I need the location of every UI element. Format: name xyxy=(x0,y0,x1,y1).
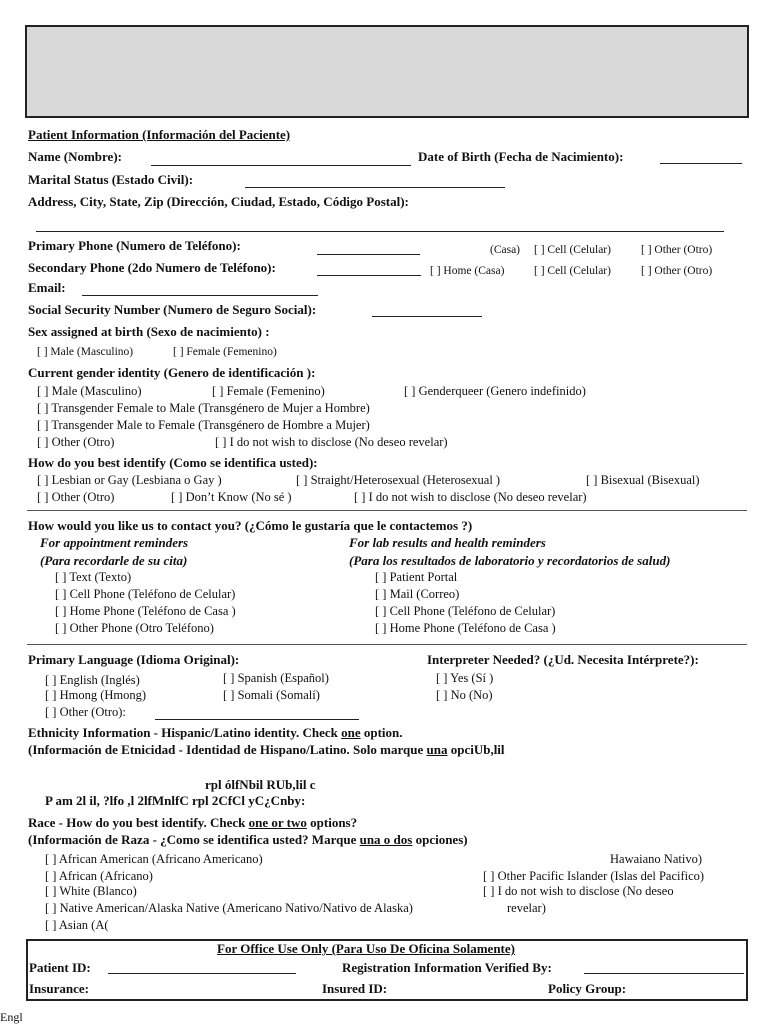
lab-reminders-subtitle: (Para los resultados de laboratorio y recordatorios de salud) xyxy=(349,553,671,568)
interpreter-no-option[interactable]: [ ] No (No) xyxy=(436,688,493,702)
patient-id-field[interactable] xyxy=(108,973,296,974)
language-heading: Primary Language (Idioma Original): xyxy=(28,652,240,667)
policy-group-label: Policy Group: xyxy=(548,981,627,996)
sex-female-option[interactable]: [ ] Female (Femenino) xyxy=(173,346,277,358)
race-heading: Race - How do you best identify. Check one or two options? xyxy=(28,815,358,830)
language-hmong-option[interactable]: [ ] Hmong (Hmong) xyxy=(45,688,147,702)
gender-trans-ftm-option[interactable]: [ ] Transgender Female to Male (Transgénero de Mujer a Hombre) xyxy=(37,401,370,415)
address-field[interactable] xyxy=(36,231,724,232)
orientation-straight-option[interactable]: [ ] Straight/Heterosexual (Heterosexual ) xyxy=(296,473,501,487)
ethnicity-garbled-text-1: rpl ólfNbil RUb,lil c xyxy=(205,777,316,792)
race-white-option[interactable]: [ ] White (Blanco) xyxy=(45,884,137,898)
footer-text: Engl xyxy=(0,1010,23,1024)
section-divider xyxy=(27,644,747,645)
appt-option-home[interactable]: [ ] Home Phone (Teléfono de Casa ) xyxy=(55,604,236,618)
race-no-disclose-cont: revelar) xyxy=(507,901,546,915)
insured-id-label: Insured ID: xyxy=(322,981,388,996)
language-english-option[interactable]: [ ] English (Inglés) xyxy=(45,673,140,687)
registration-verified-field[interactable] xyxy=(584,973,744,974)
appt-option-other[interactable]: [ ] Other Phone (Otro Teléfono) xyxy=(55,621,214,635)
patient-id-label: Patient ID: xyxy=(29,960,91,975)
address-label: Address, City, State, Zip (Dirección, Ciudad, Estado, Código Postal): xyxy=(28,194,409,209)
primary-phone-casa: (Casa) xyxy=(490,244,521,256)
language-somali-option[interactable]: [ ] Somali (Somalí) xyxy=(223,688,320,702)
orientation-no-disclose-option[interactable]: [ ] I do not wish to disclose (No deseo revelar) xyxy=(354,490,587,504)
sex-male-option[interactable]: [ ] Male (Masculino) xyxy=(37,346,134,358)
language-other-field[interactable] xyxy=(155,719,359,720)
name-label: Name (Nombre): xyxy=(28,149,122,164)
appt-reminders-subtitle: (Para recordarle de su cita) xyxy=(40,553,188,568)
lab-reminders-title: For lab results and health reminders xyxy=(349,535,546,550)
race-no-disclose-option[interactable]: [ ] I do not wish to disclose (No deseo xyxy=(483,884,674,898)
secondary-phone-other-option[interactable]: [ ] Other (Otro) xyxy=(641,265,713,277)
secondary-phone-home-option[interactable]: [ ] Home (Casa) xyxy=(430,265,505,277)
gender-male-option[interactable]: [ ] Male (Masculino) xyxy=(37,384,142,398)
primary-phone-field[interactable] xyxy=(317,254,420,255)
primary-phone-cell-option[interactable]: [ ] Cell (Celular) xyxy=(534,244,611,256)
interpreter-yes-option[interactable]: [ ] Yes (Sí ) xyxy=(436,671,494,685)
lab-option-portal[interactable]: [ ] Patient Portal xyxy=(375,570,458,584)
ethnicity-garbled-text-2: P am 2l il, ?lfo ,l 2lfMnlfC rpl 2CfCl yC¿Cnby: xyxy=(45,793,306,808)
race-heading-es: (Información de Raza - ¿Como se identifica usted? Marque una o dos opciones) xyxy=(28,832,468,847)
secondary-phone-field[interactable] xyxy=(317,275,421,276)
gender-heading: Current gender identity (Genero de identificación ): xyxy=(28,365,316,380)
email-label: Email: xyxy=(28,280,66,295)
marital-status-field[interactable] xyxy=(245,187,505,188)
lab-option-cell[interactable]: [ ] Cell Phone (Teléfono de Celular) xyxy=(375,604,556,618)
race-asian-option[interactable]: [ ] Asian (A( xyxy=(45,918,109,932)
contact-heading: How would you like us to contact you? (¿Cómo le gustaría que le contactemos ?) xyxy=(28,518,473,533)
insurance-label: Insurance: xyxy=(29,981,89,996)
ethnicity-heading-es: (Información de Etnicidad - Identidad de Hispano/Latino. Solo marque una opciUb,lil xyxy=(28,742,505,757)
email-field[interactable] xyxy=(82,295,318,296)
gender-trans-mtf-option[interactable]: [ ] Transgender Male to Female (Transgénero de Hombre a Mujer) xyxy=(37,418,370,432)
race-native-option[interactable]: [ ] Native American/Alaska Native (Americano Nativo/Nativo de Alaska) xyxy=(45,901,413,915)
ssn-label: Social Security Number (Numero de Seguro Social): xyxy=(28,302,317,317)
appt-reminders-title: For appointment reminders xyxy=(40,535,189,550)
orientation-other-option[interactable]: [ ] Other (Otro) xyxy=(37,490,115,504)
race-african-option[interactable]: [ ] African (Africano) xyxy=(45,869,153,883)
gender-other-option[interactable]: [ ] Other (Otro) xyxy=(37,435,115,449)
race-pacific-option[interactable]: [ ] Other Pacific Islander (Islas del Pacifico) xyxy=(483,869,705,883)
form-header-box xyxy=(25,25,749,118)
lab-option-home[interactable]: [ ] Home Phone (Teléfono de Casa ) xyxy=(375,621,556,635)
appt-option-cell[interactable]: [ ] Cell Phone (Teléfono de Celular) xyxy=(55,587,236,601)
race-hawaiian-text: Hawaiano Nativo) xyxy=(610,852,702,866)
orientation-dont-know-option[interactable]: [ ] Don’t Know (No sé ) xyxy=(171,490,292,504)
orientation-heading: How do you best identify (Como se identifica usted): xyxy=(28,455,318,470)
dob-label: Date of Birth (Fecha de Nacimiento): xyxy=(418,149,624,164)
gender-female-option[interactable]: [ ] Female (Femenino) xyxy=(212,384,325,398)
race-african-american-option[interactable]: [ ] African American (Africano Americano) xyxy=(45,852,263,866)
office-use-heading: For Office Use Only (Para Uso De Oficina Solamente) xyxy=(217,941,515,956)
secondary-phone-cell-option[interactable]: [ ] Cell (Celular) xyxy=(534,265,611,277)
patient-info-heading: Patient Information (Información del Paciente) xyxy=(28,127,291,142)
primary-phone-label: Primary Phone (Numero de Teléfono): xyxy=(28,238,241,253)
language-other-option[interactable]: [ ] Other (Otro): xyxy=(45,705,126,719)
name-field[interactable] xyxy=(151,165,411,166)
orientation-bisexual-option[interactable]: [ ] Bisexual (Bisexual) xyxy=(586,473,700,487)
marital-status-label: Marital Status (Estado Civil): xyxy=(28,172,194,187)
gender-genderqueer-option[interactable]: [ ] Genderqueer (Genero indefinido) xyxy=(404,384,586,398)
dob-field[interactable] xyxy=(660,163,742,164)
primary-phone-other-option[interactable]: [ ] Other (Otro) xyxy=(641,244,713,256)
ethnicity-heading: Ethnicity Information - Hispanic/Latino identity. Check one option. xyxy=(28,725,403,740)
lab-option-mail[interactable]: [ ] Mail (Correo) xyxy=(375,587,460,601)
gender-no-disclose-option[interactable]: [ ] I do not wish to disclose (No deseo revelar) xyxy=(215,435,448,449)
sex-heading: Sex assigned at birth (Sexo de nacimiento) : xyxy=(28,324,270,339)
secondary-phone-label: Secondary Phone (2do Numero de Teléfono): xyxy=(28,260,276,275)
orientation-lesbian-gay-option[interactable]: [ ] Lesbian or Gay (Lesbiana o Gay ) xyxy=(37,473,222,487)
appt-option-text[interactable]: [ ] Text (Texto) xyxy=(55,570,132,584)
ssn-field[interactable] xyxy=(372,316,482,317)
interpreter-heading: Interpreter Needed? (¿Ud. Necesita Intérprete?): xyxy=(427,652,699,667)
section-divider xyxy=(27,510,747,511)
language-spanish-option[interactable]: [ ] Spanish (Español) xyxy=(223,671,329,685)
registration-verified-label: Registration Information Verified By: xyxy=(342,960,552,975)
